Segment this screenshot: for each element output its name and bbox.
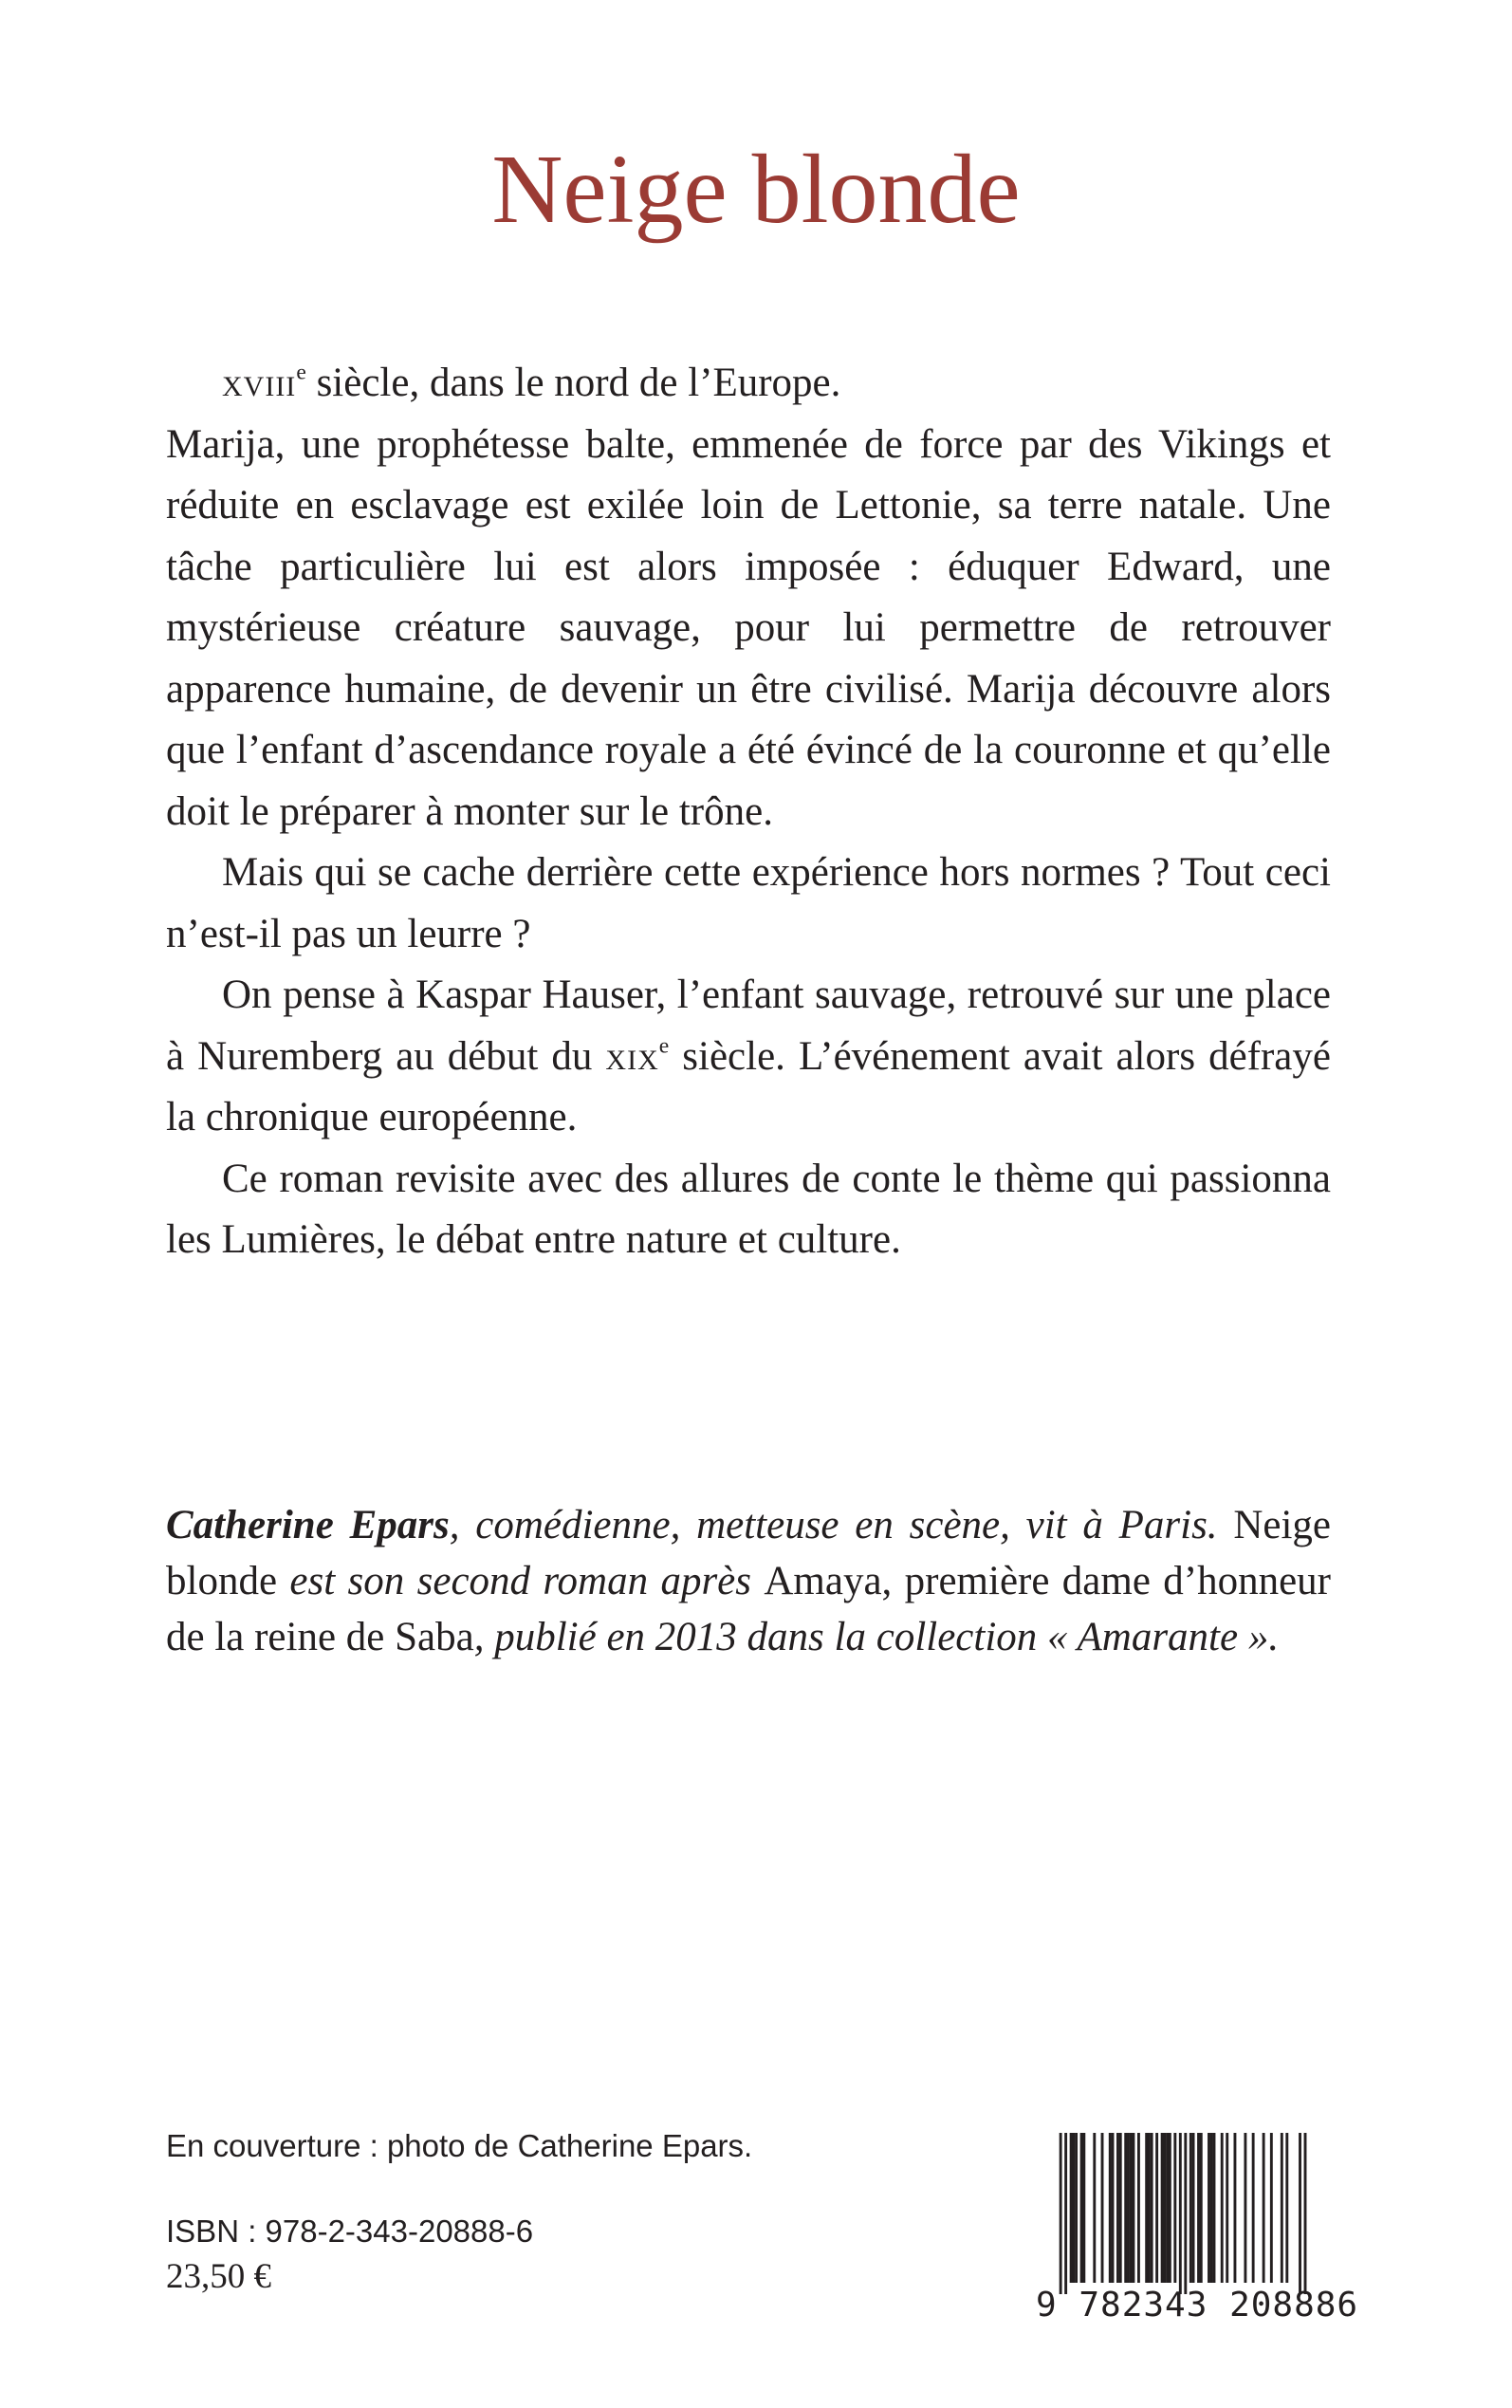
blurb-paragraph-5: Ce roman revisite avec des allures de conte le thème qui passionna les Lumières, le débat entre nature et culture. — [166, 1156, 1331, 1262]
blurb-paragraph-4-start: On pense à Kaspar Hauser, l’enfant sauvage, retrouvé sur une place à Nuremberg au début du — [166, 972, 1331, 1079]
blurb-paragraph-4-end: siècle. L’événement avait alors défrayé la chronique européenne. — [166, 1033, 1331, 1139]
barcode-bar — [1155, 2133, 1158, 2283]
barcode-bar — [1060, 2133, 1062, 2294]
barcode-bar — [1200, 2133, 1203, 2283]
barcode-bar — [1166, 2133, 1169, 2283]
barcode-bar — [1304, 2133, 1307, 2294]
barcode-bar — [1119, 2133, 1122, 2283]
barcode-bar — [1270, 2133, 1273, 2283]
book-name-neige-blonde: Neige blonde — [166, 1503, 1331, 1603]
barcode-bar — [1234, 2133, 1237, 2283]
blurb-paragraph-4 — [166, 965, 1331, 1149]
barcode-bar — [1252, 2133, 1255, 2283]
barcode-bar — [1133, 2133, 1135, 2283]
barcode-bar — [1072, 2133, 1075, 2283]
barcode-bar — [1226, 2133, 1228, 2283]
barcode-bar — [1145, 2133, 1148, 2283]
barcode-bar — [1263, 2133, 1265, 2283]
barcode-bar — [1064, 2133, 1067, 2294]
blurb-paragraph-1 — [166, 353, 1331, 415]
barcode-bar — [1130, 2133, 1133, 2283]
barcode-bar — [1112, 2133, 1115, 2283]
barcode-bar — [1075, 2133, 1078, 2283]
barcode-bar — [1299, 2133, 1301, 2294]
barcode-bar — [1101, 2133, 1104, 2283]
barcode-bar — [1151, 2133, 1153, 2283]
barcode-bar — [1184, 2133, 1187, 2294]
book-title: Neige blonde — [491, 135, 1021, 244]
cover-credit: En couverture : photo de Catherine Epars. — [166, 2128, 753, 2163]
barcode-bar — [1127, 2133, 1130, 2283]
barcode-bar — [1070, 2133, 1073, 2283]
blurb-paragraph-1-text: siècle, dans le nord de l’Europe. — [305, 361, 841, 405]
barcode-bar — [1093, 2133, 1096, 2283]
barcode-bar — [1197, 2133, 1200, 2283]
barcode-bar — [1244, 2133, 1246, 2283]
barcode-bar — [1163, 2133, 1166, 2283]
blurb-paragraph-2: Marija, une prophétesse balte, emmenée de force par des Vikings et réduite en esclavage est exilée loin de Lettonie, sa terre natale. Une tâche particulière lui est alors imposée : éduquer Edward, une mystérieuse créature sauvage, pour lui permettre de retrouver apparence humaine, de devenir un être civilisé. Marija découvre alors que l’enfant d’ascendance royale a été évincé de la couronne et qu’elle doit le préparer à monter sur le trône. — [166, 421, 1331, 834]
barcode-bar — [1124, 2133, 1127, 2283]
century-xix: xix — [605, 1033, 659, 1079]
barcode-bar — [1173, 2133, 1176, 2283]
barcode-bar — [1137, 2133, 1140, 2283]
barcode-bar — [1281, 2133, 1283, 2283]
book-name-amaya: Amaya, première dame d’honneur de la reine de Saba — [166, 1559, 1331, 1659]
barcode-bar — [1210, 2133, 1213, 2283]
barcode-digits: 9 782343 208886 — [1036, 2286, 1359, 2325]
barcode-bar — [1161, 2133, 1164, 2283]
barcode-bars — [1036, 2133, 1330, 2294]
bio-part-3: , publié en 2013 dans la collection « Amarante ». — [473, 1615, 1280, 1659]
barcode-bar — [1109, 2133, 1112, 2283]
barcode-bar — [1116, 2133, 1119, 2283]
barcode-bar — [1192, 2133, 1195, 2283]
bio-part-1: , comédienne, metteuse en scène, vit à Paris. — [449, 1503, 1218, 1547]
barcode-bar — [1082, 2133, 1085, 2283]
blurb-paragraph-3: Mais qui se cache derrière cette expérience hors normes ? Tout ceci n’est-il pas un leurre ? — [166, 850, 1331, 956]
barcode-bar — [1213, 2133, 1216, 2283]
barcode-bar — [1080, 2133, 1083, 2283]
isbn: ISBN : 978-2-343-20888-6 — [166, 2214, 534, 2249]
barcode-bar — [1285, 2133, 1288, 2283]
barcode-bar — [1179, 2133, 1182, 2294]
author-name: Catherine Epars — [166, 1503, 450, 1547]
barcode — [1036, 2133, 1359, 2327]
blurb — [166, 353, 1331, 1271]
century-superscript: e — [296, 360, 306, 385]
century-superscript: e — [658, 1032, 670, 1058]
century-xviii: xviii — [222, 361, 297, 405]
barcode-bar — [1189, 2133, 1192, 2283]
barcode-bar — [1221, 2133, 1224, 2283]
barcode-bar — [1208, 2133, 1210, 2283]
author-bio — [166, 1497, 1331, 1665]
barcode-bar — [1169, 2133, 1171, 2283]
bio-part-2: est son second roman après — [277, 1559, 765, 1603]
price: 23,50 € — [166, 2257, 271, 2296]
barcode-bar — [1148, 2133, 1151, 2283]
